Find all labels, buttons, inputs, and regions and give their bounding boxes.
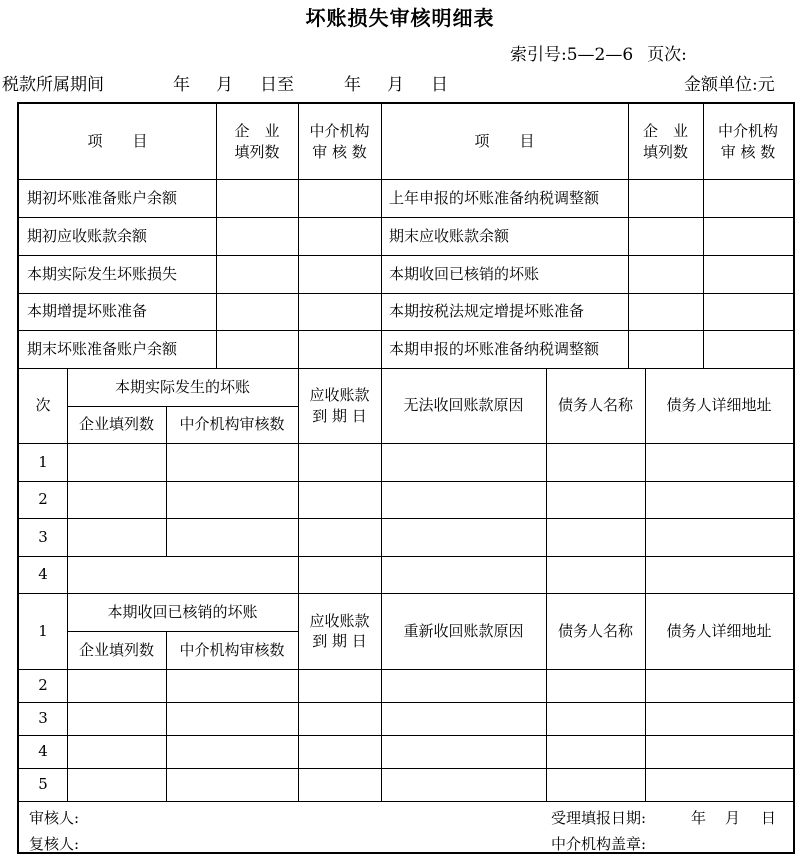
detail2-reason-header: 重新收回账款原因 bbox=[403, 621, 524, 640]
detail1-agency-header: 中介机构审核数 bbox=[179, 415, 285, 434]
header-agency-right bbox=[703, 104, 793, 179]
filing-date-label: 受理填报日期: bbox=[551, 809, 647, 827]
detail1-row-number: 2 bbox=[38, 490, 48, 509]
amount-unit: 金额单位:元 bbox=[684, 75, 775, 95]
detail2-company-header: 企业填列数 bbox=[78, 640, 154, 659]
detail2-debtor-address-header: 债务人详细地址 bbox=[666, 621, 772, 640]
summary-left-item: 期初应收账款余额 bbox=[27, 226, 148, 245]
filing-date-day: 日 bbox=[761, 809, 777, 827]
header-company-left bbox=[216, 104, 298, 179]
detail1-row-number: 4 bbox=[38, 565, 48, 584]
detail1-group-title: 本期实际发生的坏账 bbox=[114, 377, 250, 396]
index-info bbox=[510, 40, 701, 65]
detail2-row-number: 2 bbox=[38, 676, 48, 695]
detail2-agency-header: 中介机构审核数 bbox=[179, 640, 285, 659]
period-month1: 月 bbox=[216, 75, 233, 95]
header-agency-right-line2: 审 核 数 bbox=[720, 142, 776, 161]
page-title: 坏账损失审核明细表 bbox=[305, 6, 495, 30]
header-company-right-line2: 填列数 bbox=[642, 142, 688, 161]
period-month2: 月 bbox=[387, 75, 404, 95]
detail2-row-number: 5 bbox=[38, 775, 48, 794]
summary-right-item: 本期收回已核销的坏账 bbox=[389, 264, 540, 283]
header-company-right-line1: 企 业 bbox=[642, 122, 688, 141]
detail2-group-title: 本期收回已核销的坏账 bbox=[107, 602, 258, 621]
detail1-debtor-address-header: 债务人详细地址 bbox=[666, 396, 772, 415]
detail1-company-header: 企业填列数 bbox=[78, 415, 154, 434]
detail1-due-line2: 到 期 日 bbox=[312, 406, 367, 425]
detail1-due-line1: 应收账款 bbox=[309, 386, 370, 405]
header-agency-left-line1: 中介机构 bbox=[309, 122, 370, 141]
rechecker-label: 复核人: bbox=[29, 835, 80, 853]
detail2-due-line2: 到 期 日 bbox=[312, 632, 367, 650]
detail2-due-header bbox=[298, 593, 381, 669]
detail1-seq-header: 次 bbox=[35, 396, 51, 415]
header-item-left: 项 目 bbox=[87, 132, 148, 151]
header-company-left-line1: 企 业 bbox=[234, 122, 280, 141]
filing-date-month: 月 bbox=[725, 809, 741, 827]
header-item-right: 项 目 bbox=[474, 132, 535, 151]
detail2-row-number: 3 bbox=[38, 709, 48, 728]
period-label: 税款所属期间 bbox=[2, 75, 104, 95]
header-agency-right-line1: 中介机构 bbox=[717, 122, 778, 141]
detail2-debtor-name-header: 债务人名称 bbox=[557, 621, 633, 640]
summary-left-item: 期初坏账准备账户余额 bbox=[27, 188, 178, 207]
detail1-reason-header: 无法收回账款原因 bbox=[403, 396, 524, 415]
audit-table bbox=[17, 102, 795, 854]
index-number: 索引号:5—2—6 bbox=[510, 45, 634, 65]
detail1-row-number: 1 bbox=[38, 452, 48, 471]
detail2-first-row-number: 1 bbox=[38, 621, 48, 640]
header-agency-left bbox=[298, 104, 381, 179]
summary-right-item: 本期申报的坏账准备纳税调整额 bbox=[389, 339, 600, 358]
detail1-row-number: 3 bbox=[38, 527, 48, 546]
detail1-due-header bbox=[298, 368, 381, 443]
detail2-due-line1: 应收账款 bbox=[309, 611, 370, 630]
period-row bbox=[0, 70, 800, 94]
summary-right-item: 上年申报的坏账准备纳税调整额 bbox=[389, 188, 600, 207]
summary-right-item: 本期按税法规定增提坏账准备 bbox=[389, 302, 585, 321]
detail1-debtor-name-header: 债务人名称 bbox=[557, 396, 633, 415]
period-year1: 年 bbox=[173, 75, 190, 95]
summary-left-item: 期末坏账准备账户余额 bbox=[27, 339, 178, 358]
detail2-row-number: 4 bbox=[38, 742, 48, 761]
agency-stamp-label: 中介机构盖章: bbox=[551, 835, 647, 853]
period-day2: 日 bbox=[431, 75, 448, 95]
summary-left-item: 本期实际发生坏账损失 bbox=[27, 264, 178, 283]
header-company-right bbox=[628, 104, 703, 179]
summary-right-item: 期末应收账款余额 bbox=[389, 226, 510, 245]
header-company-left-line2: 填列数 bbox=[234, 142, 280, 161]
filing-date-year: 年 bbox=[691, 809, 707, 827]
period-day-to: 日至 bbox=[260, 75, 294, 95]
summary-left-item: 本期增提坏账准备 bbox=[27, 302, 148, 321]
reviewer-label: 审核人: bbox=[29, 809, 80, 827]
header-agency-left-line2: 审 核 数 bbox=[312, 142, 367, 161]
period-year2: 年 bbox=[344, 75, 361, 95]
page-number: 页次: bbox=[647, 45, 687, 65]
